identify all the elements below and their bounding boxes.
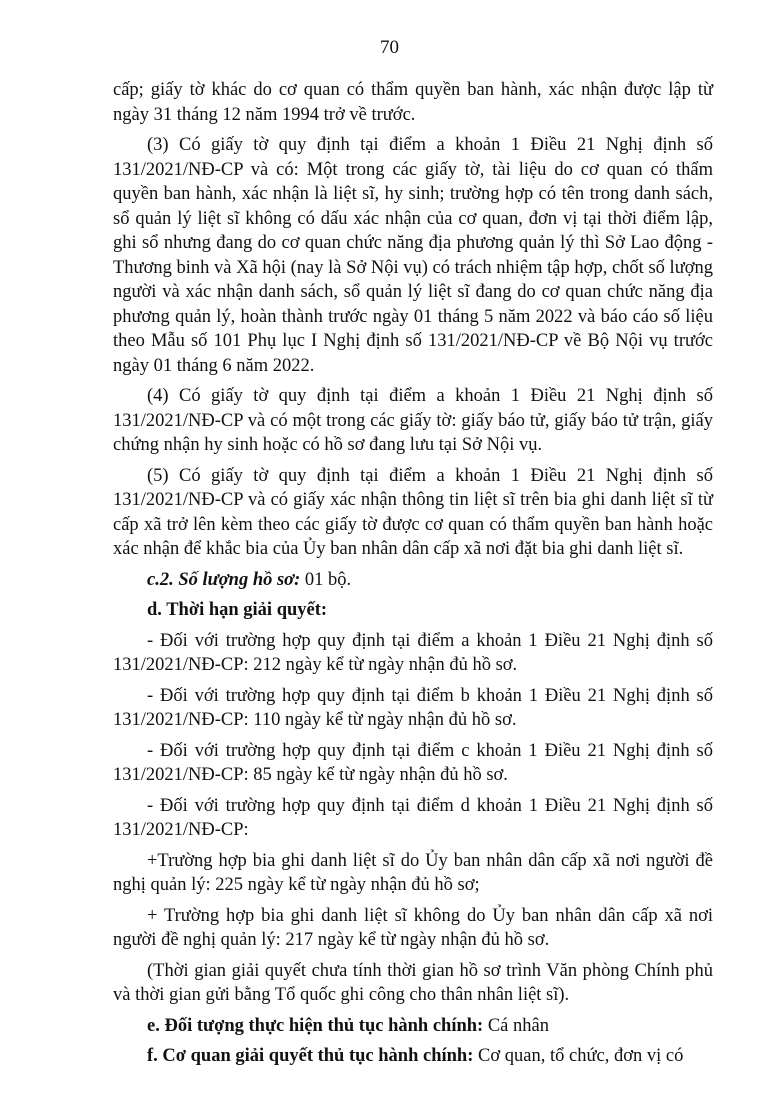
text-run: e. Đối tượng thực hiện thủ tục hành chính: — [147, 1015, 484, 1036]
text-run: - Đối với trường hợp quy định tại điểm d khoản 1 Điều 21 Nghị định số 131/2021/NĐ-CP: — [113, 795, 713, 840]
text-run: cấp; giấy tờ khác do cơ quan có thẩm quyền ban hành, xác nhận được lập từ ngày 31 tháng 12 năm 1994 trở về trước. — [113, 80, 713, 125]
text-run: Cá nhân — [483, 1015, 549, 1036]
text-run: + Trường hợp bia ghi danh liệt sĩ không do Ủy ban nhân dân cấp xã nơi người đề nghị quản lý: 217 ngày kể từ ngày nhận đủ hồ sơ. — [113, 905, 713, 950]
text-run: - Đối với trường hợp quy định tại điểm b khoản 1 Điều 21 Nghị định số 131/2021/NĐ-CP: 110 ngày kể từ ngày nhận đủ hồ sơ. — [113, 685, 713, 730]
text-run: +Trường hợp bia ghi danh liệt sĩ do Ủy ban nhân dân cấp xã nơi người đề nghị quản lý: 225 ngày kể từ ngày nhận đủ hồ sơ; — [113, 850, 713, 895]
text-run: 01 bộ. — [300, 569, 352, 590]
paragraph — [113, 794, 713, 843]
text-run: (5) Có giấy tờ quy định tại điểm a khoản 1 Điều 21 Nghị định số 131/2021/NĐ-CP và có giấy xác nhận thông tin liệt sĩ trên bia ghi danh liệt sĩ từ cấp xã trở lên kèm theo các giấy tờ được cơ quan có thẩm quyền ban hành hoặc xác nhận để khắc bia của Ủy ban nhân dân cấp xã nơi đặt bia ghi danh liệt sĩ. — [113, 465, 713, 559]
document-body — [113, 78, 713, 1069]
paragraph — [113, 849, 713, 898]
paragraph — [113, 598, 713, 623]
text-run: Cơ quan, tổ chức, đơn vị có — [473, 1046, 684, 1066]
text-run: f. Cơ quan giải quyết thủ tục hành chính: — [147, 1046, 474, 1066]
paragraph — [113, 384, 713, 458]
paragraph — [113, 1014, 713, 1039]
text-run: - Đối với trường hợp quy định tại điểm a khoản 1 Điều 21 Nghị định số 131/2021/NĐ-CP: 212 ngày kể từ ngày nhận đủ hồ sơ. — [113, 630, 713, 675]
text-run: (4) Có giấy tờ quy định tại điểm a khoản 1 Điều 21 Nghị định số 131/2021/NĐ-CP và có một trong các giấy tờ: giấy báo tử, giấy báo tử trận, giấy chứng nhận hy sinh hoặc có hồ sơ đang lưu tại Sở Nội vụ. — [113, 386, 713, 455]
text-run: (Thời gian giải quyết chưa tính thời gian hồ sơ trình Văn phòng Chính phủ và thời gian gửi bằng Tổ quốc ghi công cho thân nhân liệt sĩ). — [113, 960, 713, 1005]
paragraph — [113, 78, 713, 127]
paragraph — [113, 464, 713, 562]
paragraph — [113, 959, 713, 1008]
text-run: d. Thời hạn giải quyết: — [147, 600, 328, 620]
paragraph — [113, 133, 713, 378]
paragraph — [113, 684, 713, 733]
paragraph — [113, 629, 713, 678]
paragraph — [113, 568, 713, 593]
paragraph — [113, 904, 713, 953]
paragraph — [113, 739, 713, 788]
page-number: 70 — [380, 37, 399, 58]
text-run: (3) Có giấy tờ quy định tại điểm a khoản 1 Điều 21 Nghị định số 131/2021/NĐ-CP và có: Một trong các giấy tờ, tài liệu do cơ quan có thẩm quyền ban hành, xác nhận là liệt sĩ, hy sinh; trường hợp có tên trong danh sách, sổ quản lý liệt sĩ không có dấu xác nhận của cơ quan, đơn vị tại thời điểm lập, ghi sổ nhưng đang do cơ quan chức năng địa phương quản lý thì Sở Lao động - Thương binh và Xã hội (nay là Sở Nội vụ) có trách nhiệm tập hợp, chốt số lượng người và xác nhận danh sách, sổ quản lý liệt sĩ đang do cơ quan chức năng địa phương quản lý, hoàn thành trước ngày 01 tháng 5 năm 2022 và báo cáo số liệu theo Mẫu số 101 Phụ lục I Nghị định số 131/2021/NĐ-CP về Bộ Nội vụ trước ngày 01 tháng 6 năm 2022. — [113, 135, 713, 376]
text-run: - Đối với trường hợp quy định tại điểm c khoản 1 Điều 21 Nghị định số 131/2021/NĐ-CP: 85 ngày kể từ ngày nhận đủ hồ sơ. — [113, 740, 713, 785]
paragraph — [113, 1044, 713, 1069]
text-run: c.2. Số lượng hồ sơ: — [147, 569, 301, 590]
